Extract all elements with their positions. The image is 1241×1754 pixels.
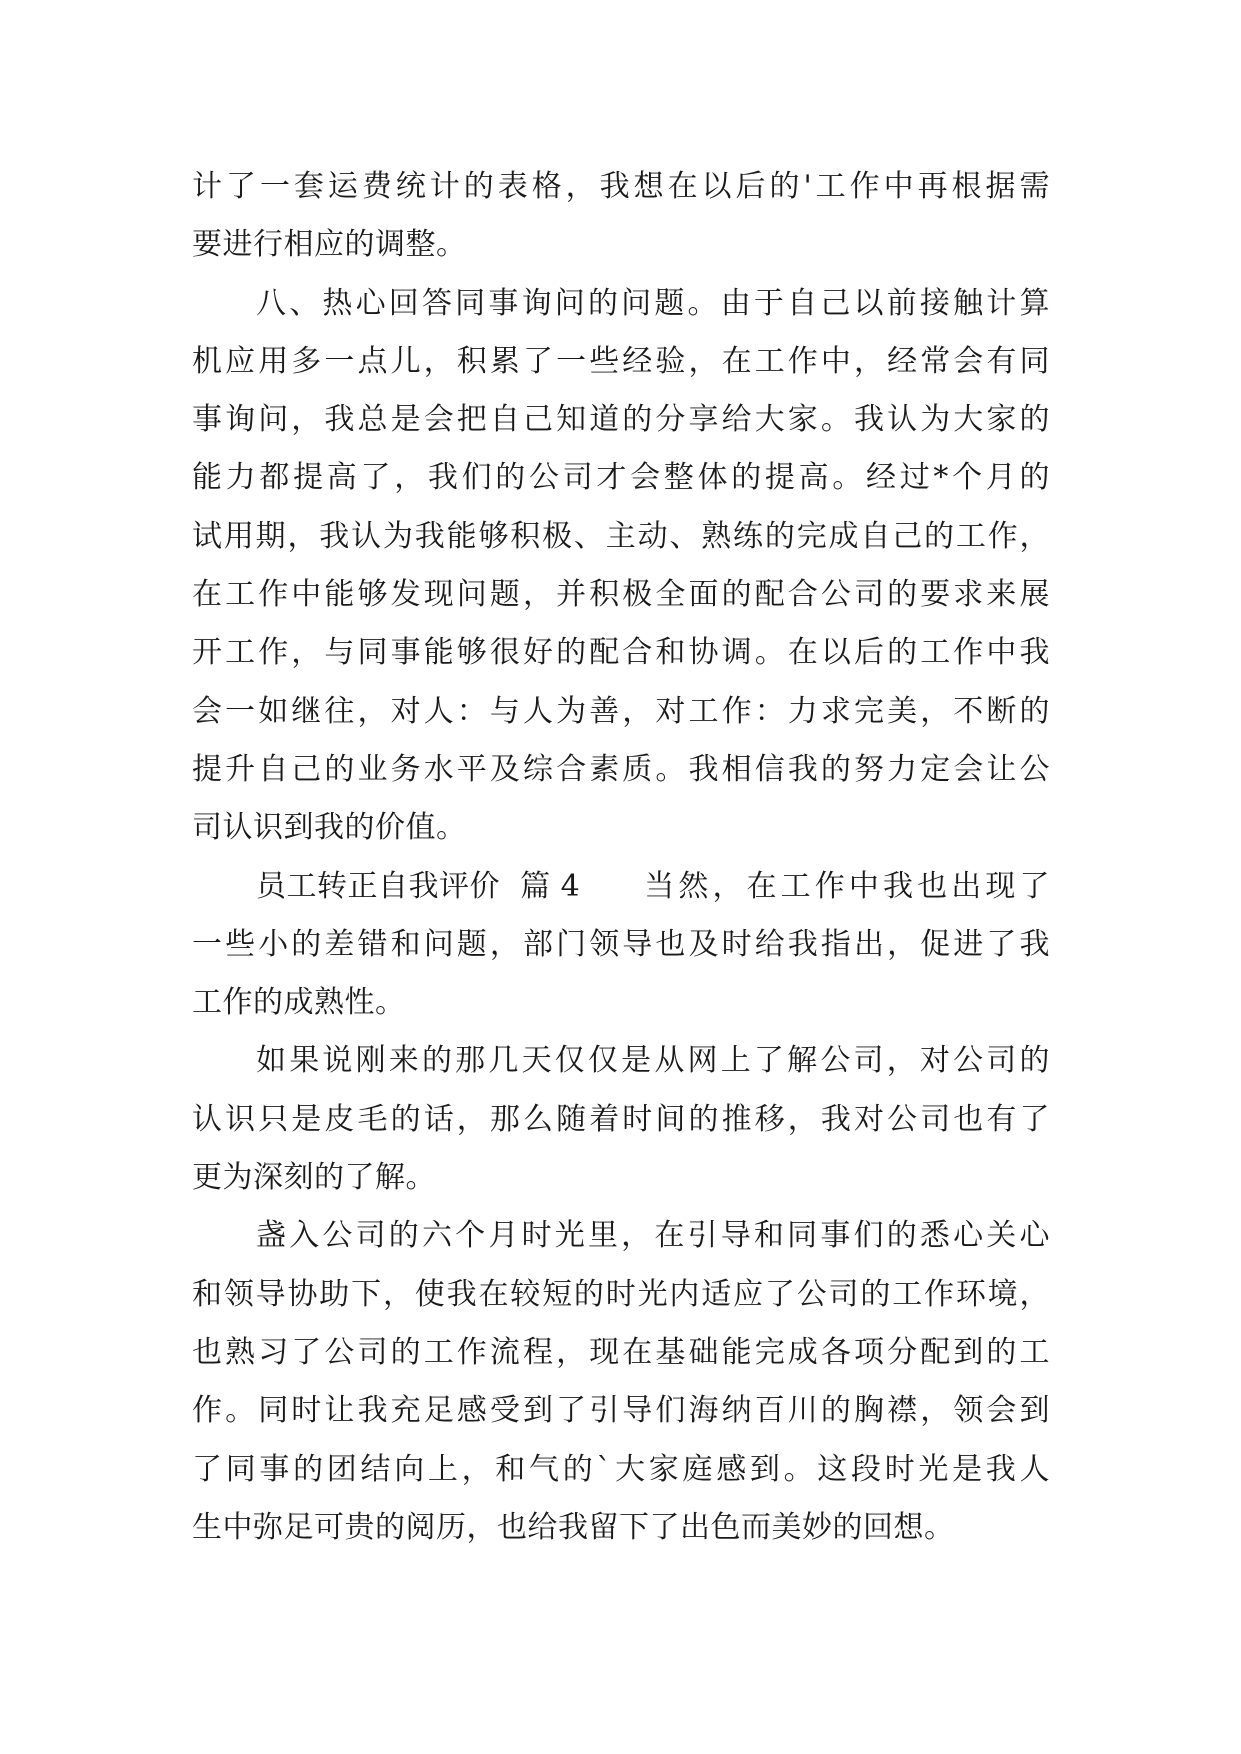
paragraph-1 [192,158,1050,275]
text-line: 也熟习了公司的工作流程，现在基础能完成各项分配到的工 [192,1334,1050,1370]
text-line: 作。同时让我充足感受到了引导们海纳百川的胸襟，领会到 [192,1393,1050,1429]
text-line: 了同事的团结向上，和气的`大家庭感到。这段时光是我人 [192,1451,1050,1487]
document-body [192,158,1050,1557]
text-line: 当然，在工作中我也出现了 [644,868,1050,904]
text-line: 提升自己的业务水平及综合素质。我相信我的努力定会让公 [192,751,1050,787]
text-line: 生中弥足可贵的阅历，也给我留下了出色而美妙的回想。 [192,1509,955,1545]
paragraph-4 [192,1032,1050,1207]
text-line: 能力都提高了，我们的公司才会整体的提高。经过*个月的 [192,460,1050,496]
text-line: 一些小的差错和问题，部门领导也及时给我指出，促进了我 [192,926,1050,962]
text-line: 开工作，与同事能够很好的配合和协调。在以后的工作中我 [192,635,1050,671]
text-line: 机应用多一点儿，积累了一些经验，在工作中，经常会有同 [192,343,1050,379]
text-line: 八、热心回答同事询问的问题。由于自己以前接触计算 [256,285,1050,321]
paragraph-5 [192,1207,1050,1557]
section-heading-line [192,858,1050,916]
text-line: 和领导协助下，使我在较短的时光内适应了公司的工作环境， [192,1276,1050,1312]
text-line: 司认识到我的价值。 [192,810,467,846]
text-line: 工作的成熟性。 [192,985,406,1021]
text-line: 如果说刚来的那几天仅仅是从网上了解公司，对公司的 [256,1043,1050,1079]
text-line: 要进行相应的调整。 [192,227,467,263]
text-line: 会一如继往，对人：与人为善，对工作：力求完美，不断的 [192,693,1050,729]
text-line: 在工作中能够发现问题，并积极全面的配合公司的要求来展 [192,577,1050,613]
text-line: 试用期，我认为我能够积极、主动、熟练的完成自己的工作， [192,518,1050,554]
text-line: 盏入公司的六个月时光里，在引导和同事们的悉心关心 [256,1218,1050,1254]
text-line: 更为深刻的了解。 [192,1160,436,1196]
paragraph-2 [192,275,1050,858]
text-line: 认识只是皮毛的话，那么随着时间的推移，我对公司也有了 [192,1101,1050,1137]
text-line: 计了一套运费统计的表格，我想在以后的'工作中再根据需 [192,169,1050,204]
paragraph-3 [192,858,1050,1033]
text-line: 事询问，我总是会把自己知道的分享给大家。我认为大家的 [192,402,1050,438]
section-heading: 员工转正自我评价 篇 4 [256,868,581,904]
